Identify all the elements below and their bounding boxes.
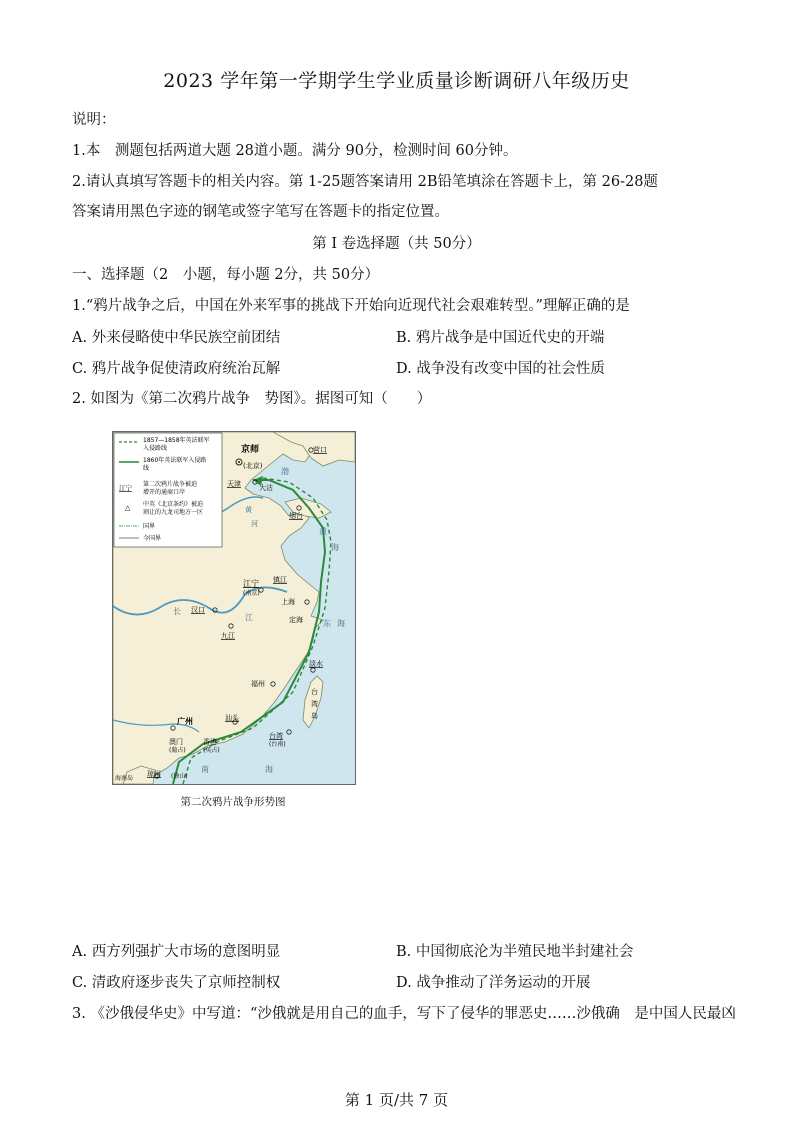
instruction-item-2: 2.请认真填写答题卡的相关内容。第 1-25题答案请用 2B铅笔填涂在答题卡上，第 26-28题 (72, 174, 658, 190)
q1-option-a: A. 外来侵略使中华民族空前团结 (72, 330, 281, 346)
label-yellow-river-2: 河 (251, 520, 258, 528)
label-shantou: 汕头 (225, 714, 239, 722)
legend-kowloon-b: 割让的九龙司地方一区 (143, 509, 204, 516)
label-shanghai: 上海 (281, 598, 295, 606)
label-huanghai: 黄 (319, 527, 327, 536)
label-hankou: 汉口 (191, 606, 205, 614)
question-1-stem: 1.“鸦片战争之后，中国在外来军事的挑战下开始向近现代社会艰难转型。”理解正确的是 (72, 298, 630, 314)
label-nanjing: (南京) (243, 590, 260, 597)
label-bohai: 渤 (281, 467, 289, 476)
label-fuzhou: 福州 (251, 680, 265, 688)
legend-route-1860-b: 线 (143, 465, 150, 472)
legend-route-1860: 1860年英法联军入侵路 (143, 457, 207, 464)
label-xianggang-b: (英占) (203, 747, 220, 754)
label-hainan: 海南岛 (115, 775, 134, 782)
legend-ports: 第二次鸦片战争被迫 (143, 481, 198, 488)
label-yellow-river: 黄 (245, 506, 252, 514)
q2-option-d: D. 战争推动了洋务运动的开展 (396, 975, 591, 991)
second-opium-war-map (112, 431, 356, 785)
q2-option-a: A. 西方列强扩大市场的意图明显 (72, 944, 281, 960)
label-jiujiang: 九江 (221, 632, 235, 640)
instruction-item-2-cont: 答案请用黑色字迹的钢笔或签字笔写在答题卡的指定位置。 (72, 204, 449, 220)
label-dinghai: 定海 (289, 616, 303, 624)
legend-border: 国界 (143, 523, 156, 530)
q2-option-c: C. 清政府逐步丧失了京师控制权 (72, 975, 281, 991)
label-danshui: 淡水 (309, 660, 323, 668)
question-2-stem: 2. 如图为《第二次鸦片战争 势图》。据图可知（ ） (72, 391, 432, 407)
part-title: 一、选择题（2 小题，每小题 2分，共 50分） (72, 267, 380, 283)
label-taiwan-port-b: (台南) (269, 741, 286, 748)
page-footer: 第 1 页/共 7 页 (344, 1091, 449, 1109)
label-qiongzhou-b: (徐山) (171, 773, 188, 780)
label-jiangning: 江宁 (243, 579, 259, 588)
q1-option-d: D. 战争没有改变中国的社会性质 (396, 361, 605, 377)
label-jingshi: 京师 (241, 445, 260, 455)
map-legend (114, 433, 222, 547)
label-xianggang: 香港 (203, 738, 217, 746)
label-zhenjiang: 镇江 (273, 576, 287, 584)
label-guangzhou: 广州 (177, 717, 193, 726)
section-title: 第 I 卷选择题（共 50分） (312, 236, 481, 252)
legend-today-border: 今国界 (143, 535, 162, 542)
label-donghai: 东 (323, 619, 331, 628)
label-qiongzhou: 琼州 (147, 770, 161, 778)
label-yangtze-2: 江 (245, 613, 253, 622)
label-huanghai-2: 海 (331, 543, 339, 552)
label-taiwan-port: 台湾 (269, 732, 283, 740)
legend-route-1857-b: 入侵路线 (143, 445, 168, 452)
map-figure (113, 432, 355, 784)
label-tai: 台 (311, 688, 318, 696)
marker-taiwan-port (287, 730, 291, 734)
legend-port-sample: 江宁 (119, 484, 132, 492)
legend-kowloon: 中英《北京条约》被迫 (143, 501, 204, 508)
label-aomen-b: (葡占) (169, 747, 186, 754)
label-nanhai: 南 (201, 765, 209, 774)
q1-option-c: C. 鸦片战争促使清政府统治瓦解 (72, 361, 281, 377)
label-dao: 岛 (311, 712, 318, 720)
label-nanhai-2: 海 (265, 765, 273, 774)
question-3-stem: 3. 《沙俄侵华史》中写道：“沙俄就是用自己的血手，写下了侵华的罪恶史……沙俄确 是中国人民最凶 (72, 1006, 736, 1022)
page-title: 2023 学年第一学期学生学业质量诊断调研八年级历史 (163, 70, 630, 92)
q2-option-b: B. 中国彻底沦为半殖民地半封建社会 (396, 944, 634, 960)
legend-ports-b: 增开的通商口岸 (143, 489, 186, 496)
label-tianjin: 天津 (227, 480, 241, 488)
label-yangtze: 长 (173, 607, 181, 616)
label-yingkou: 营口 (313, 446, 327, 454)
marker-danshui (311, 668, 315, 672)
instruction-item-1: 1.本 测题包括两道大题 28道小题。满分 90分，检测时间 60分钟。 (72, 143, 518, 159)
label-wan: 湾 (311, 700, 318, 708)
map-caption: 第二次鸦片战争形势图 (180, 796, 286, 808)
instructions-heading: 说明： (72, 112, 116, 128)
legend-route-1857: 1857—1858年英法联军 (143, 437, 210, 444)
label-yantai: 烟台 (289, 512, 303, 520)
label-dagu: 大沽 (259, 484, 273, 492)
q1-option-b: B. 鸦片战争是中国近代史的开端 (396, 330, 605, 346)
legend-triangle-icon: △ (125, 504, 131, 512)
label-donghai-2: 海 (337, 619, 345, 628)
label-aomen: 澳门 (169, 738, 183, 746)
label-beijing: (北京) (243, 462, 263, 470)
